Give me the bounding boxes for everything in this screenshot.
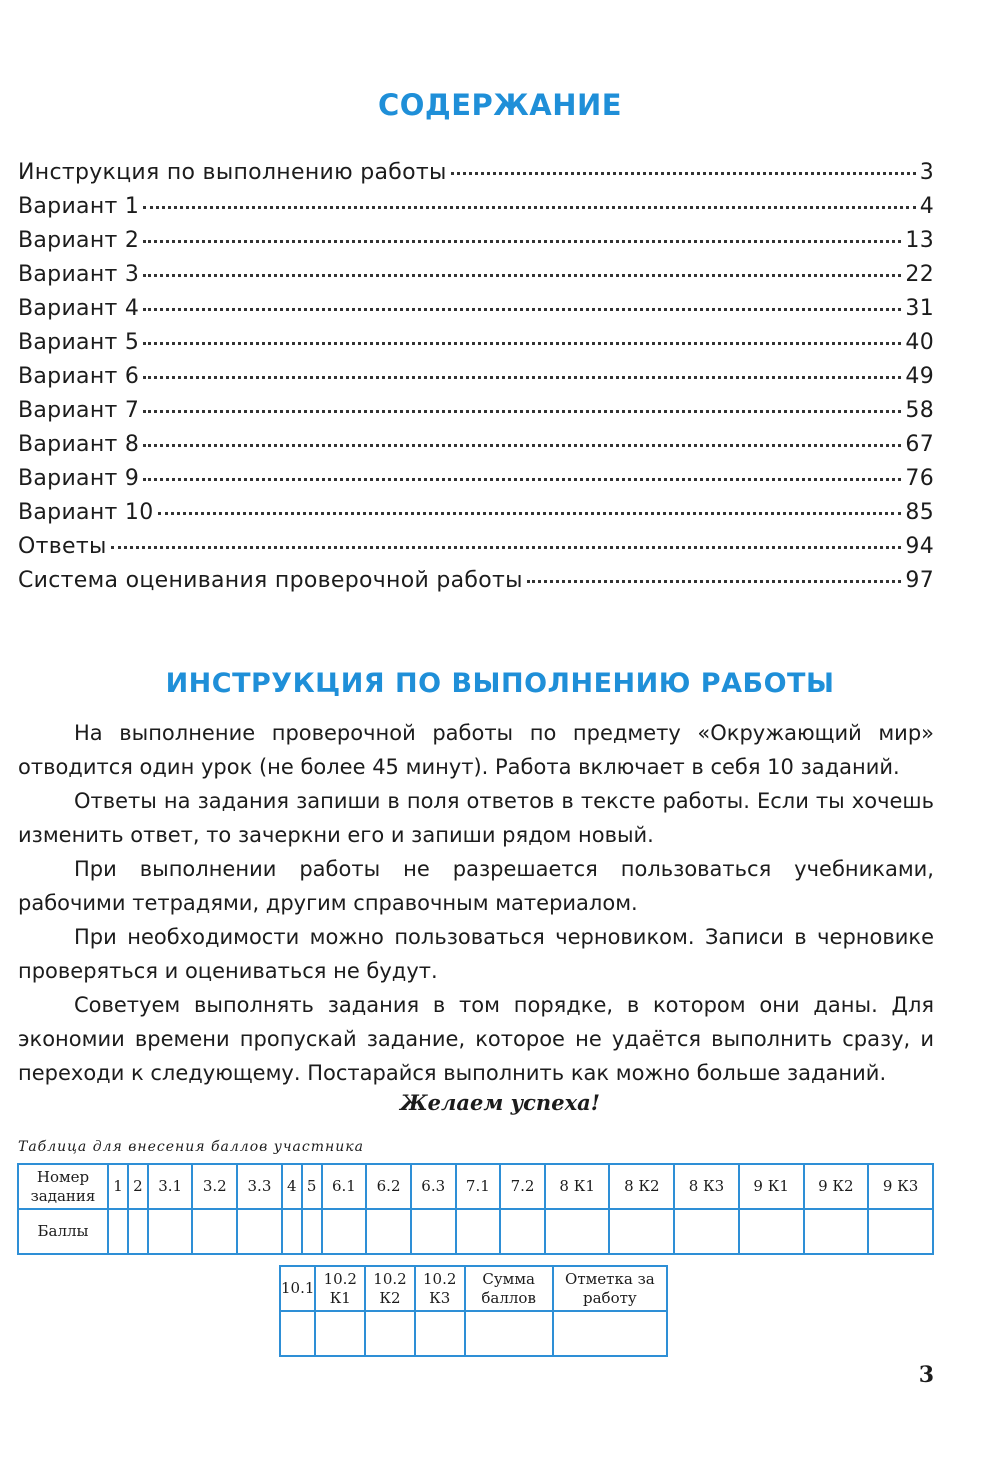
summary-score-cell[interactable] [553, 1311, 667, 1356]
toc-entry-page: 97 [905, 568, 934, 593]
task-number-cell: 8 К1 [545, 1164, 610, 1209]
toc-entry [18, 296, 934, 330]
score-cell[interactable] [739, 1209, 804, 1254]
instructions-body [18, 716, 934, 1090]
toc-entry-label: Вариант 7 [18, 398, 140, 423]
instruction-paragraph: Ответы на задания запиши в поля ответов в тексте работы. Если ты хочешь изменить ответ, то зачеркни его и запиши рядом новый. [18, 789, 934, 847]
toc-leader-dots [143, 274, 901, 277]
toc-entry-label: Инструкция по выполнению работы [18, 160, 447, 185]
score-table-caption: Таблица для внесения баллов участника [18, 1139, 364, 1155]
task-number-cell: 9 К1 [739, 1164, 804, 1209]
task-number-cell: 2 [128, 1164, 148, 1209]
score-cell[interactable] [128, 1209, 148, 1254]
task-number-cell: 5 [302, 1164, 322, 1209]
score-row [18, 1209, 933, 1254]
toc-entry-page: 22 [905, 262, 934, 287]
summary-header-cell: 10.2 К1 [315, 1266, 365, 1311]
toc-entry-label: Вариант 6 [18, 364, 140, 389]
toc-leader-dots [143, 478, 901, 481]
toc-leader-dots [527, 580, 902, 583]
task-number-cell: 8 К3 [674, 1164, 739, 1209]
toc-entry [18, 568, 934, 602]
task-number-cell: 3.1 [148, 1164, 193, 1209]
page-number: 3 [918, 1362, 934, 1388]
task-number-cell: 3.2 [192, 1164, 237, 1209]
task-number-row [18, 1164, 933, 1209]
score-header: Баллы [18, 1209, 108, 1254]
toc-leader-dots [143, 342, 901, 345]
task-number-cell: 6.2 [366, 1164, 411, 1209]
toc-entry-page: 58 [905, 398, 934, 423]
summary-score-row [280, 1311, 667, 1356]
toc-leader-dots [451, 172, 916, 175]
task-number-cell: 1 [108, 1164, 128, 1209]
toc-entry-label: Ответы [18, 534, 107, 559]
summary-header-cell: 10.2 К2 [365, 1266, 415, 1311]
score-table [17, 1163, 934, 1255]
summary-score-cell[interactable] [415, 1311, 465, 1356]
toc-entry [18, 432, 934, 466]
toc-entry-page: 3 [919, 160, 934, 185]
instruction-paragraph: При необходимости можно пользоваться черновиком. Записи в черновике проверяться и оцениваться не будут. [18, 925, 934, 983]
task-number-cell: 4 [282, 1164, 302, 1209]
score-cell[interactable] [108, 1209, 128, 1254]
toc-entry-page: 4 [919, 194, 934, 219]
score-cell[interactable] [804, 1209, 869, 1254]
toc-entry [18, 534, 934, 568]
toc-entry [18, 194, 934, 228]
summary-score-cell[interactable] [365, 1311, 415, 1356]
task-number-cell: 8 К2 [609, 1164, 674, 1209]
score-cell[interactable] [868, 1209, 933, 1254]
contents-title: СОДЕРЖАНИЕ [377, 88, 623, 122]
toc-entry-label: Вариант 1 [18, 194, 140, 219]
score-cell[interactable] [545, 1209, 610, 1254]
score-cell[interactable] [500, 1209, 545, 1254]
score-cell[interactable] [674, 1209, 739, 1254]
score-cell[interactable] [302, 1209, 322, 1254]
table-of-contents [18, 160, 934, 602]
score-cell[interactable] [366, 1209, 411, 1254]
toc-entry-page: 13 [905, 228, 934, 253]
toc-entry-page: 76 [905, 466, 934, 491]
summary-table [279, 1265, 668, 1357]
good-luck-text: Желаем успеха! [400, 1090, 600, 1115]
toc-entry-page: 31 [905, 296, 934, 321]
toc-entry [18, 262, 934, 296]
toc-entry [18, 398, 934, 432]
score-cell[interactable] [282, 1209, 302, 1254]
toc-entry-page: 94 [905, 534, 934, 559]
summary-header-cell: 10.2 К3 [415, 1266, 465, 1311]
task-number-header: Номер задания [18, 1164, 108, 1209]
summary-header-cell: 10.1 [280, 1266, 315, 1311]
score-cell[interactable] [192, 1209, 237, 1254]
summary-score-cell[interactable] [315, 1311, 365, 1356]
toc-entry-label: Вариант 9 [18, 466, 140, 491]
toc-entry-page: 85 [905, 500, 934, 525]
toc-entry-page: 40 [905, 330, 934, 355]
toc-entry [18, 364, 934, 398]
score-cell[interactable] [322, 1209, 367, 1254]
toc-entry-page: 67 [905, 432, 934, 457]
toc-entry-label: Вариант 3 [18, 262, 140, 287]
summary-header-cell: Сумма баллов [465, 1266, 553, 1311]
task-number-cell: 7.2 [500, 1164, 545, 1209]
toc-leader-dots [143, 410, 901, 413]
task-number-cell: 3.3 [237, 1164, 282, 1209]
toc-leader-dots [143, 444, 901, 447]
score-cell[interactable] [237, 1209, 282, 1254]
instruction-paragraph: Советуем выполнять задания в том порядке, в котором они даны. Для экономии времени пропускай задание, которое не удаётся выполнить сразу, и переходи к следующему. Постарайся выполнить как можно больше заданий. [18, 993, 934, 1085]
task-number-cell: 6.3 [411, 1164, 456, 1209]
task-number-cell: 9 К2 [804, 1164, 869, 1209]
summary-header-row [280, 1266, 667, 1311]
toc-entry-page: 49 [905, 364, 934, 389]
toc-leader-dots [143, 376, 901, 379]
toc-entry-label: Вариант 4 [18, 296, 140, 321]
score-cell[interactable] [609, 1209, 674, 1254]
toc-entry-label: Вариант 10 [18, 500, 154, 525]
toc-leader-dots [143, 206, 915, 209]
toc-leader-dots [111, 546, 902, 549]
summary-score-cell[interactable] [280, 1311, 315, 1356]
summary-header-cell: Отметка за работу [553, 1266, 667, 1311]
instruction-paragraph: При выполнении работы не разрешается пользоваться учебниками, рабочими тетрадями, другим справочным материалом. [18, 857, 934, 915]
task-number-cell: 9 К3 [868, 1164, 933, 1209]
instructions-title: ИНСТРУКЦИЯ ПО ВЫПОЛНЕНИЮ РАБОТЫ [165, 668, 835, 699]
toc-entry [18, 228, 934, 262]
toc-leader-dots [158, 512, 902, 515]
toc-entry-label: Вариант 5 [18, 330, 140, 355]
score-cell[interactable] [148, 1209, 193, 1254]
toc-entry [18, 330, 934, 364]
toc-leader-dots [143, 240, 901, 243]
toc-entry-label: Система оценивания проверочной работы [18, 568, 523, 593]
summary-score-cell[interactable] [465, 1311, 553, 1356]
toc-entry-label: Вариант 8 [18, 432, 140, 457]
toc-leader-dots [143, 308, 901, 311]
task-number-cell: 6.1 [322, 1164, 367, 1209]
toc-entry [18, 466, 934, 500]
instruction-paragraph: На выполнение проверочной работы по предмету «Окружающий мир» отводится один урок (не более 45 минут). Работа включает в себя 10 заданий. [18, 721, 934, 779]
toc-entry [18, 160, 934, 194]
score-cell[interactable] [411, 1209, 456, 1254]
toc-entry [18, 500, 934, 534]
score-cell[interactable] [456, 1209, 501, 1254]
toc-entry-label: Вариант 2 [18, 228, 140, 253]
task-number-cell: 7.1 [456, 1164, 501, 1209]
